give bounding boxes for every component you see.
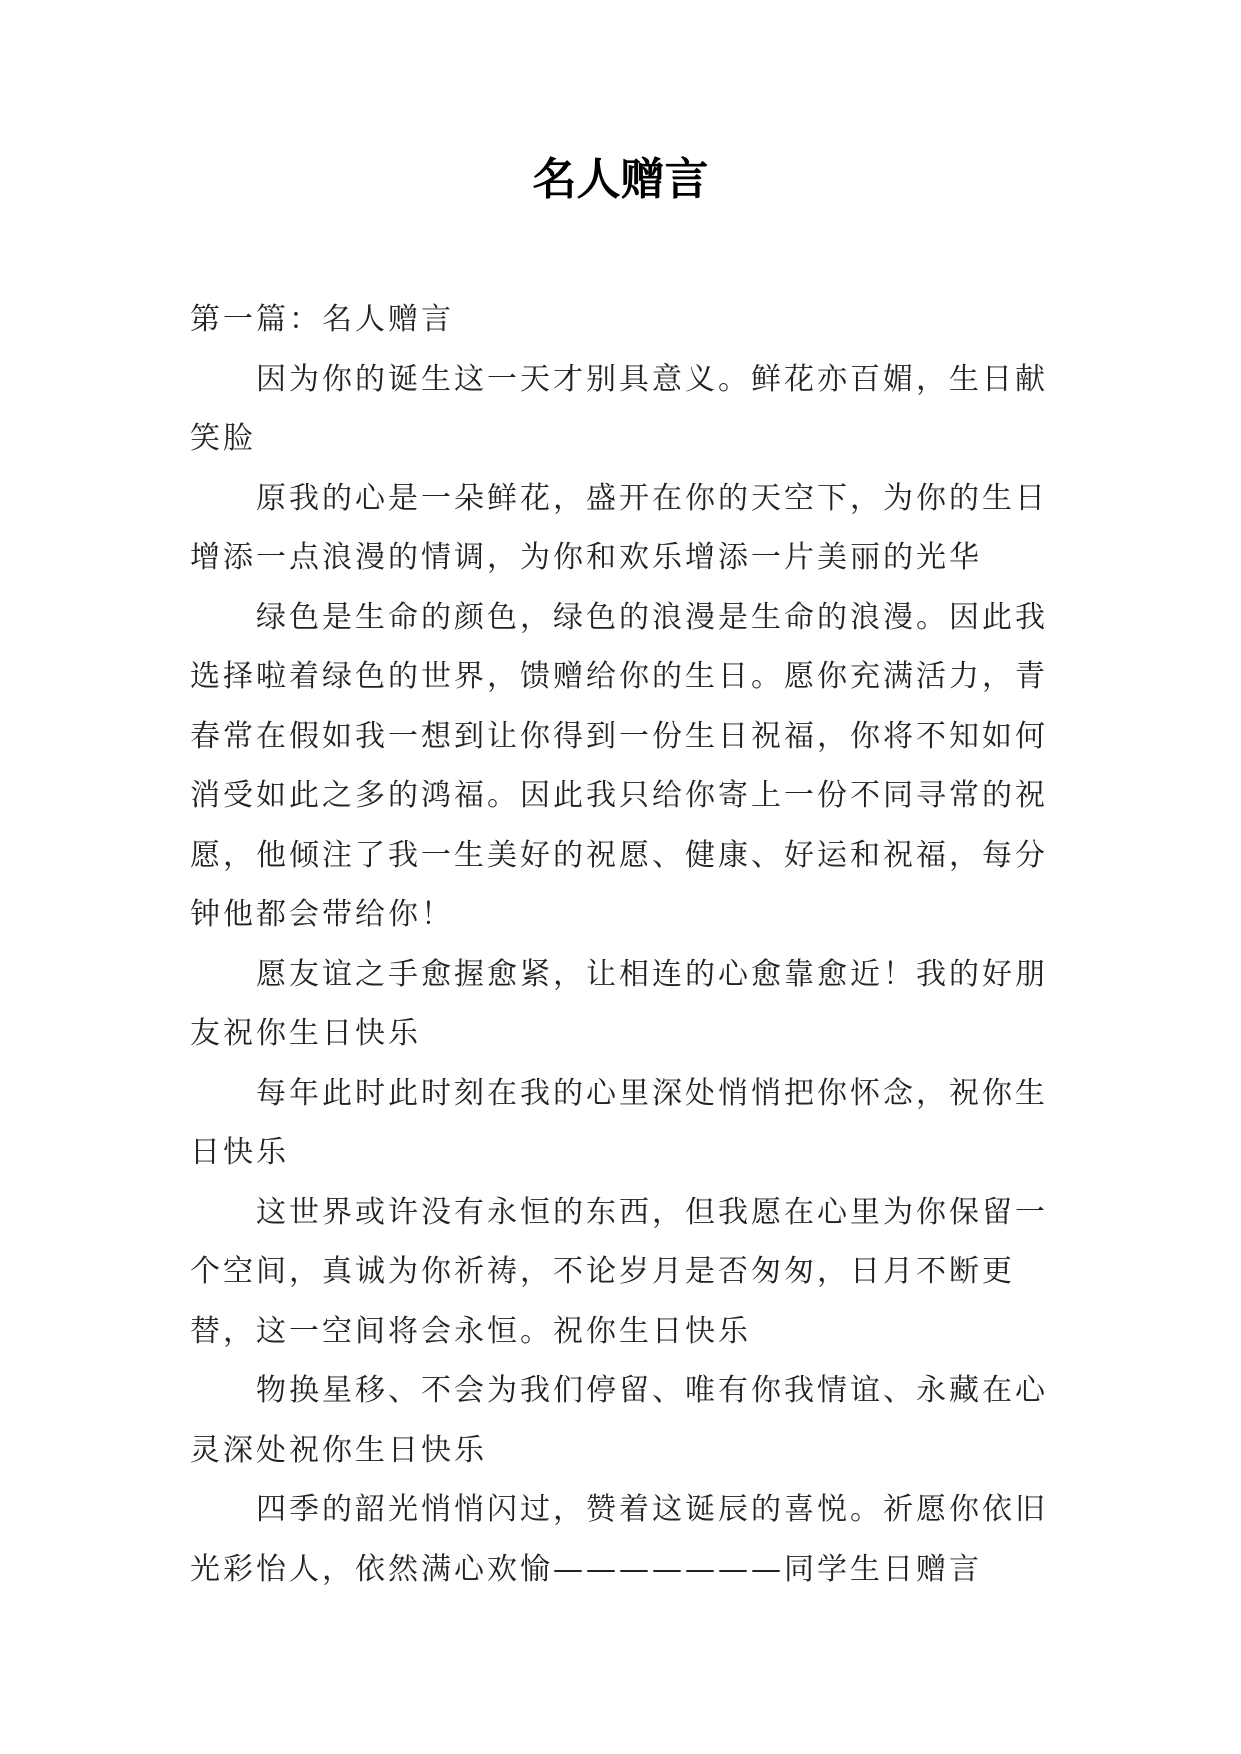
paragraph: 因为你的诞生这一天才别具意义。鲜花亦百媚，生日献笑脸: [190, 361, 1048, 456]
section-heading: 第一篇：名人赠言: [190, 302, 454, 337]
paragraph: 物换星移、不会为我们停留、唯有你我情谊、永藏在心灵深处祝你生日快乐: [190, 1373, 1048, 1468]
document-body: [190, 290, 1050, 1599]
paragraph: 每年此时此时刻在我的心里深处悄悄把你怀念，祝你生日快乐: [190, 1075, 1048, 1170]
paragraph: 绿色是生命的颜色，绿色的浪漫是生命的浪漫。因此我选择啦着绿色的世界，馈赠给你的生日。愿你充满活力，青春常在假如我一想到让你得到一份生日祝福，你将不知如何消受如此之多的鸿福。因此我只给你寄上一份不同寻常的祝愿，他倾注了我一生美好的祝愿、健康、好运和祝福，每分钟他都会带给你！: [190, 599, 1048, 932]
paragraph: 四季的韶光悄悄闪过，赞着这诞辰的喜悦。祈愿你依旧光彩怡人，依然满心欢愉———————同学生日赠言: [190, 1492, 1048, 1587]
paragraph: 愿友谊之手愈握愈紧，让相连的心愈靠愈近！我的好朋友祝你生日快乐: [190, 956, 1048, 1051]
paragraph: 原我的心是一朵鲜花，盛开在你的天空下，为你的生日增添一点浪漫的情调，为你和欢乐增添一片美丽的光华: [190, 480, 1048, 575]
paragraph: 这世界或许没有永恒的东西，但我愿在心里为你保留一个空间，真诚为你祈祷，不论岁月是否匆匆，日月不断更替，这一空间将会永恒。祝你生日快乐: [190, 1194, 1048, 1349]
document-title: 名人赠言: [532, 154, 709, 205]
